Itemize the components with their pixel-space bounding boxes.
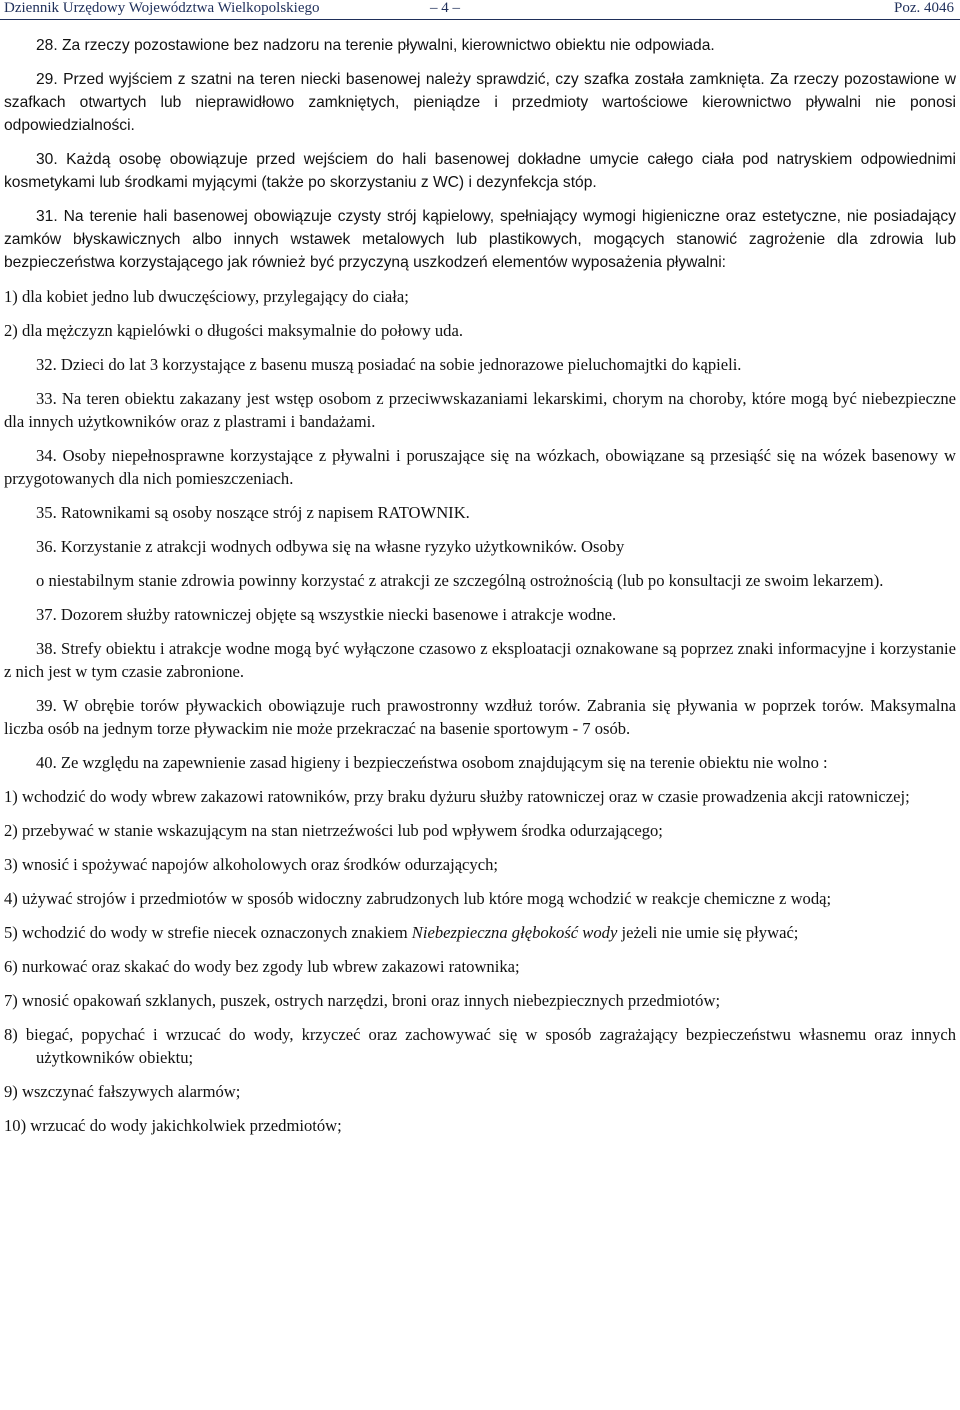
paragraph-text: Na teren obiektu zakazany jest wstęp osobom z przeciwwskazaniami lekarskimi, chorym na choroby, które mogą być niebezpieczne dla innych użytkowników oraz z plastrami i bandażami. [4,389,956,431]
paragraph-29 [4,68,956,137]
header-rule [0,19,960,20]
paragraph-text: Korzystanie z atrakcji wodnych odbywa się na własne ryzyko użytkowników. Osoby [60,537,625,556]
paragraph-39 [4,694,956,740]
list-item-40-8 [4,1023,956,1069]
item-number: 3) [4,855,18,874]
list-item-40-5 [4,921,956,944]
paragraph-text: Na terenie hali basenowej obowiązuje czysty strój kąpielowy, spełniający wymogi higieniczne oraz estetyczne, nie posiadający zamków błyskawicznych albo innych wstawek metalowych lub plastikowych, mogących stanowić zagrożenie dla zdrowia lub bezpieczeństwa korzystającego jak również być przyczyną uszkodzeń elementów wyposażenia pływalni: [4,208,956,271]
paragraph-40 [4,751,956,774]
paragraph-32 [4,353,956,376]
paragraph-number: 38. [36,639,57,658]
item-text-before: wchodzić do wody w strefie niecek oznaczonych znakiem [21,923,408,942]
item-number: 8) [4,1025,18,1044]
item-number: 7) [4,991,18,1010]
item-text: biegać, popychać i wrzucać do wody, krzyczeć oraz zachowywać się w sposób zagrażający bezpieczeństwu własnemu oraz innych użytkowników obiektu; [25,1025,956,1067]
item-text: dla kobiet jedno lub dwuczęściowy, przylegający do ciała; [21,287,409,306]
paragraph-number: 33. [36,389,57,408]
list-item-40-10 [4,1114,956,1137]
list-item-40-7 [4,989,956,1012]
item-text: nurkować oraz skakać do wody bez zgody lub wbrew zakazowi ratownika; [21,957,520,976]
list-item-40-4 [4,887,956,910]
item-number: 4) [4,889,18,908]
item-text: wrzucać do wody jakichkolwiek przedmiotów; [30,1116,342,1135]
paragraph-37 [4,603,956,626]
paragraph-35 [4,501,956,524]
paragraph-number: 32. [36,355,57,374]
paragraph-31 [4,205,956,274]
page-header [0,0,960,20]
item-text: wszczynać fałszywych alarmów; [21,1082,241,1101]
paragraph-text: Osoby niepełnosprawne korzystające z pływalni i poruszające się na wózkach, obowiązane są przesiąść się na wózek basenowy w przygotowanych dla nich pomieszczeniach. [4,446,956,488]
item-text-italic: Niebezpieczna głębokość wody [411,923,618,942]
item-number: 1) [4,287,18,306]
paragraph-number: 36. [36,537,57,556]
paragraph-text: Za rzeczy pozostawione bez nadzoru na terenie pływalni, kierownictwo obiektu nie odpowiada. [62,37,715,54]
paragraph-text: Dzieci do lat 3 korzystające z basenu muszą posiadać na sobie jednorazowe pieluchomajtki do kąpieli. [60,355,742,374]
paragraph-34 [4,444,956,490]
item-text: wnosić i spożywać napojów alkoholowych oraz środków odurzających; [21,855,498,874]
list-item-40-6 [4,955,956,978]
page-number: – 4 – [430,0,460,16]
item-number: 1) [4,787,18,806]
item-text: przebywać w stanie wskazującym na stan nietrzeźwości lub pod wpływem środka odurzającego; [21,821,663,840]
paragraph-33 [4,387,956,433]
paragraph-number: 34. [36,446,57,465]
list-item-40-1 [4,785,956,808]
paragraph-number: 40. [36,753,57,772]
paragraph-number: 29. [36,71,58,88]
item-text: dla mężczyzn kąpielówki o długości maksymalnie do połowy uda. [21,321,463,340]
paragraph-30 [4,148,956,194]
paragraph-text: W obrębie torów pływackich obowiązuje ruch prawostronny wzdłuż torów. Zabrania się pływania w poprzek torów. Maksymalna liczba osób na jednym torze pływackim nie może przekraczać na basenie sportowym - 7 osób. [4,696,956,738]
item-number: 5) [4,923,18,942]
list-item-40-2 [4,819,956,842]
paragraph-number: 31. [36,208,58,225]
paragraph-text: Ze względu na zapewnienie zasad higieny i bezpieczeństwa osobom znajdującym się na terenie obiektu nie wolno : [60,753,828,772]
paragraph-36 [4,535,956,558]
paragraph-text: Dozorem służby ratowniczej objęte są wszystkie niecki basenowe i atrakcje wodne. [60,605,617,624]
item-number: 2) [4,321,18,340]
list-item-31-2 [4,319,956,342]
paragraph-text: Każdą osobę obowiązuje przed wejściem do hali basenowej dokładne umycie całego ciała pod natryskiem odpowiednimi kosmetykami lub środkami myjącymi (także po skorzystaniu z WC) i dezynfekcja stóp. [4,151,956,191]
paragraph-number: 39. [36,696,57,715]
paragraph-number: 37. [36,605,57,624]
item-number: 6) [4,957,18,976]
paragraph-text: Przed wyjściem z szatni na teren niecki basenowej należy sprawdzić, czy szafka została zamknięta. Za rzeczy pozostawione w szafkach otwartych lub nieprawidłowo zamkniętych, pieniądze i przedmioty wartościowe kierownictwo pływalni nie ponosi odpowiedzialności. [4,71,956,134]
item-number: 2) [4,821,18,840]
journal-title: Dziennik Urzędowy Województwa Wielkopolskiego [4,0,320,16]
paragraph-36-continuation: o niestabilnym stanie zdrowia powinny korzystać z atrakcji ze szczególną ostrożnością (lub po konsultacji ze swoim lekarzem). [36,571,884,590]
position-number: Poz. 4046 [894,0,954,16]
list-item-40-9 [4,1080,956,1103]
item-text-after: jeżeli nie umie się pływać; [621,923,799,942]
item-text: wnosić opakowań szklanych, puszek, ostrych narzędzi, broni oraz innych niebezpiecznych przedmiotów; [21,991,721,1010]
paragraph-text: Strefy obiektu i atrakcje wodne mogą być wyłączone czasowo z eksploatacji oznakowane są poprzez znaki informacyjne i korzystanie z nich jest w tym czasie zabronione. [4,639,956,681]
list-item-31-1 [4,285,956,308]
item-text: używać strojów i przedmiotów w sposób widoczny zabrudzonych lub które mogą wchodzić w reakcje chemiczne z wodą; [21,889,832,908]
list-item-40-3 [4,853,956,876]
document-body [4,34,956,1137]
item-text: wchodzić do wody wbrew zakazowi ratowników, przy braku dyżuru służby ratowniczej oraz w czasie prowadzenia akcji ratowniczej; [21,787,910,806]
paragraph-number: 28. [36,37,58,54]
paragraph-28 [4,34,956,57]
paragraph-38 [4,637,956,683]
paragraph-number: 30. [36,151,58,168]
item-number: 10) [4,1116,27,1135]
paragraph-number: 35. [36,503,57,522]
paragraph-text: Ratownikami są osoby noszące strój z napisem RATOWNIK. [60,503,470,522]
item-number: 9) [4,1082,18,1101]
